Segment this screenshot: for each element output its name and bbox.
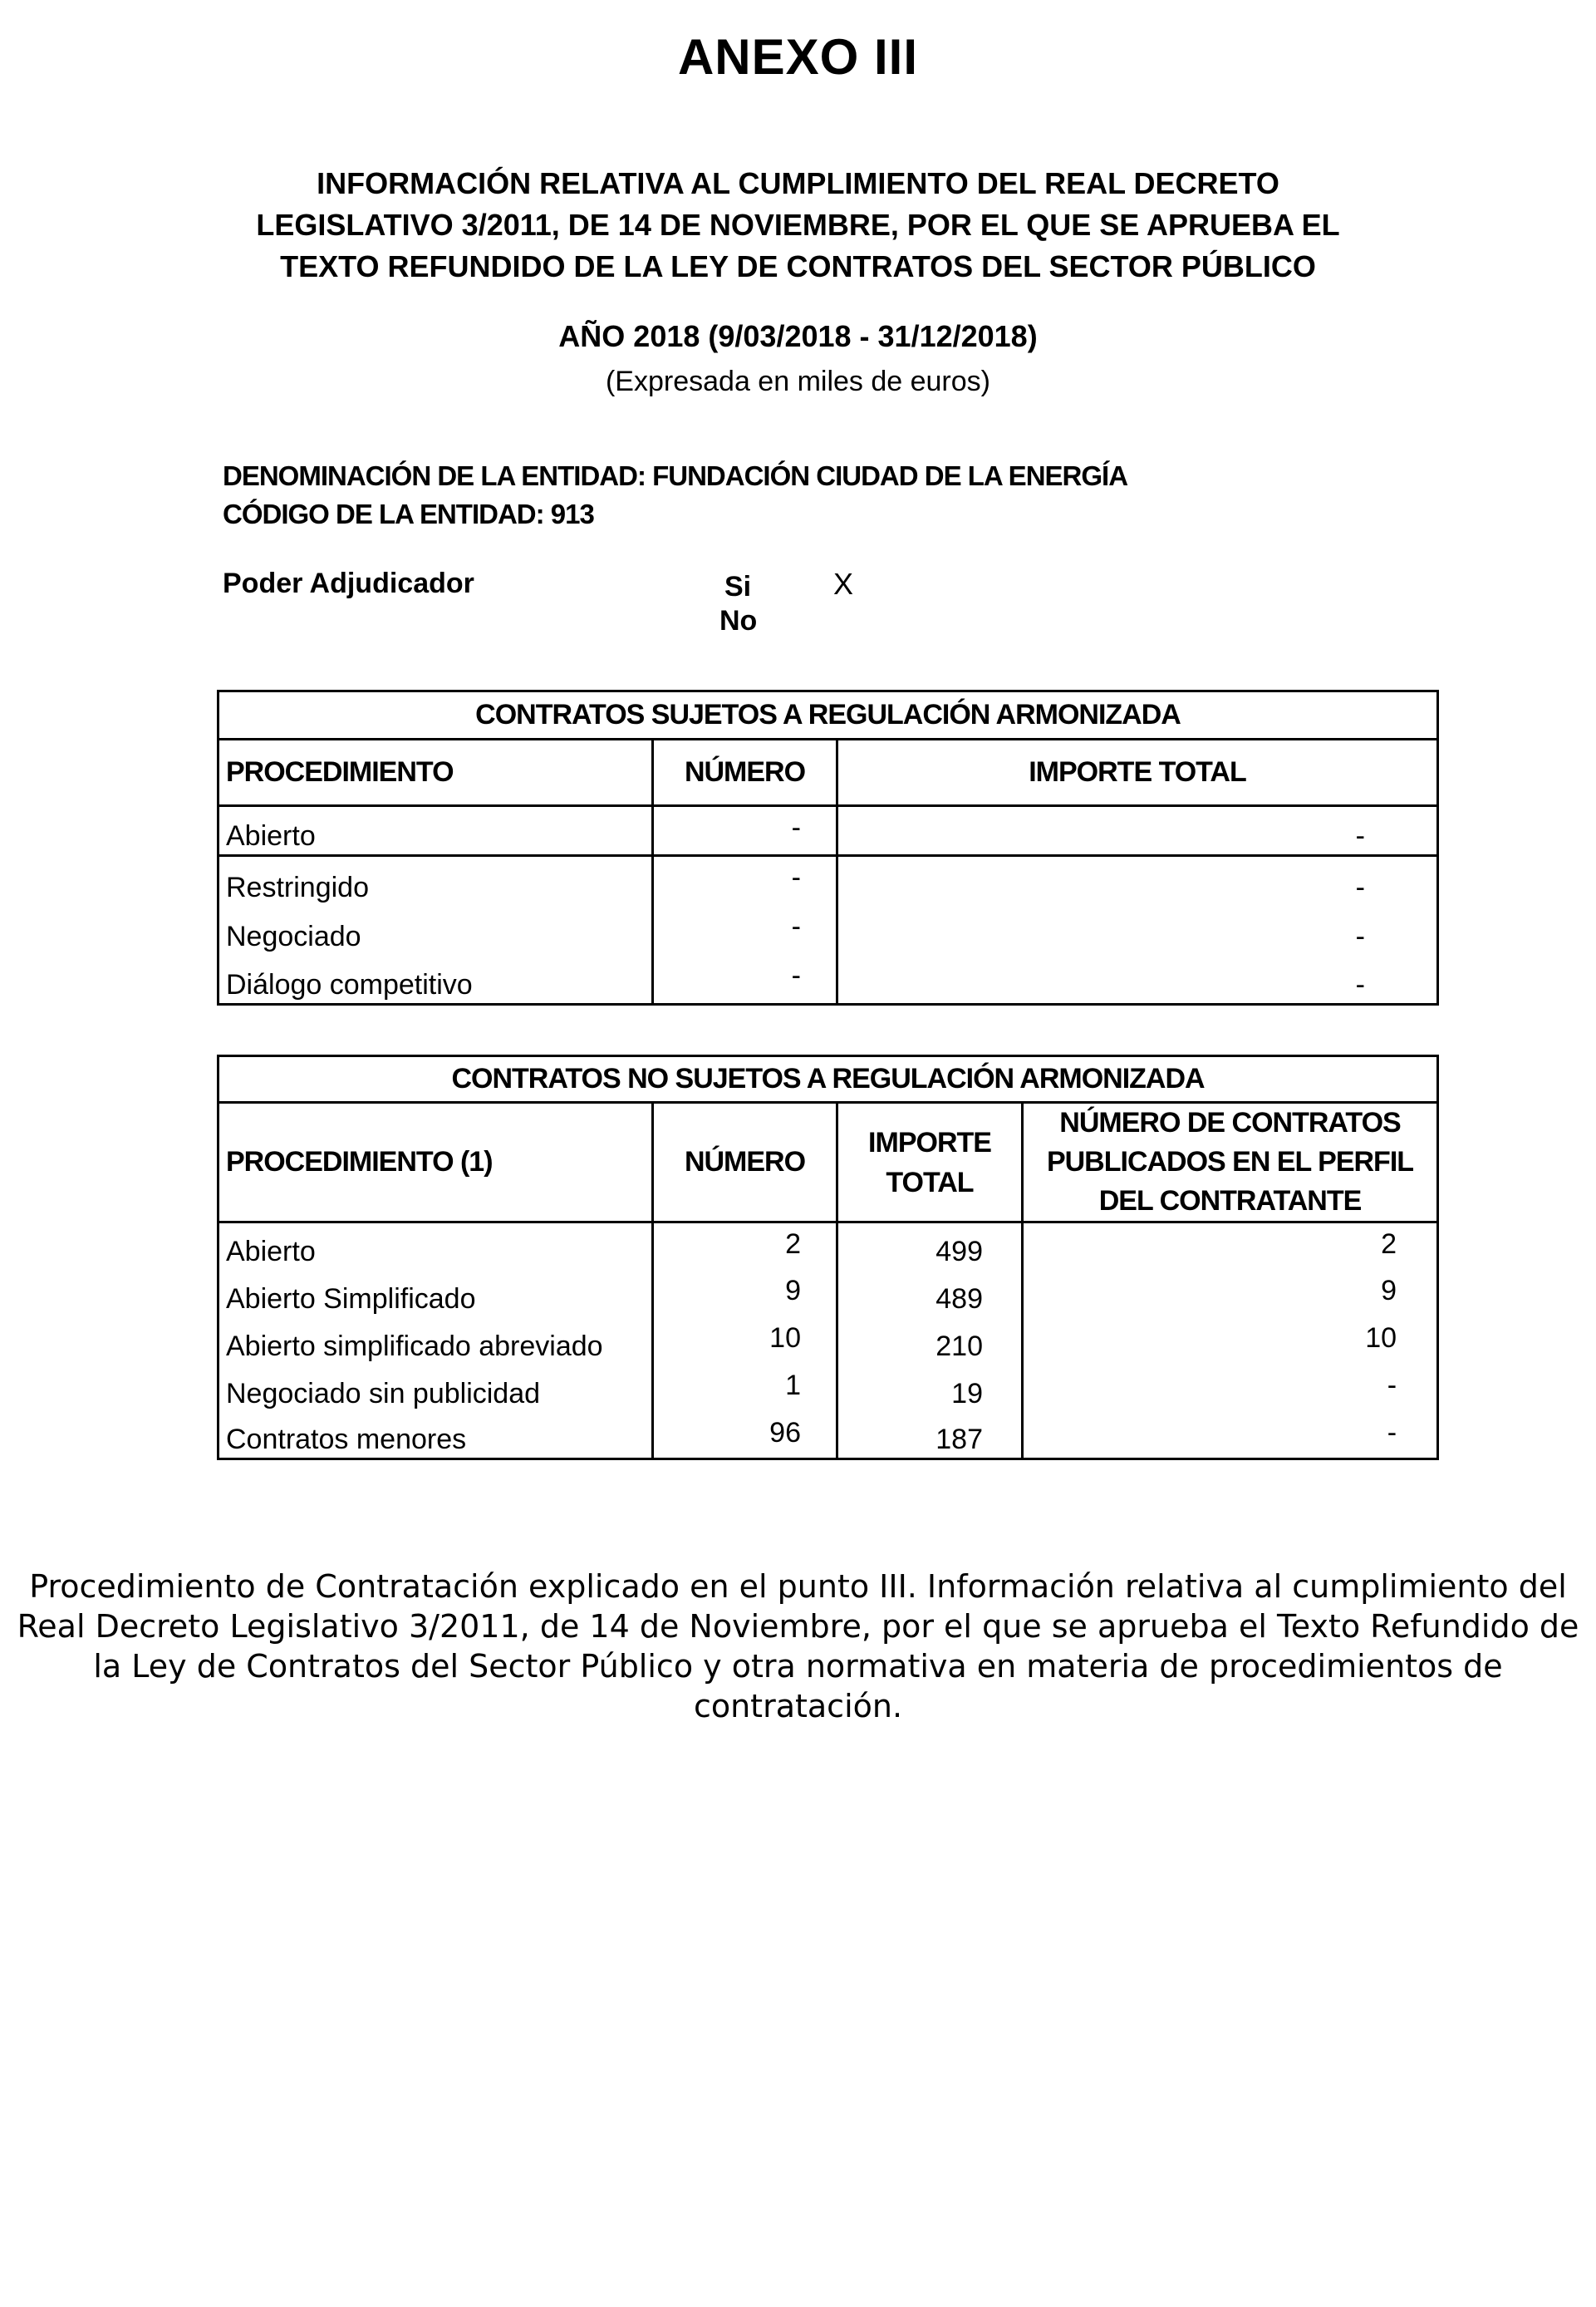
table-row [219, 1270, 1438, 1317]
footer-line: contratación. [693, 1688, 903, 1724]
table-row [219, 1317, 1438, 1365]
procedure-cell: Abierto [219, 1222, 653, 1270]
procedure-cell: Negociado sin publicidad [219, 1365, 653, 1412]
header-line: DEL CONTRATANTE [1098, 1185, 1362, 1217]
amount-cell: 499 [837, 1222, 1023, 1270]
heading-line: INFORMACIÓN RELATIVA AL CUMPLIMIENTO DEL REAL DECRETO [317, 166, 1279, 200]
number-cell: - [653, 955, 837, 1005]
table-row [219, 906, 1438, 955]
header-line: TOTAL [886, 1166, 974, 1198]
published-cell: 9 [1023, 1270, 1438, 1317]
table-row [219, 856, 1438, 906]
number-cell: 1 [653, 1365, 837, 1412]
procedure-cell: Restringido [219, 856, 653, 906]
footer-line: Real Decreto Legislativo 3/2011, de 14 de Noviembre, por el que se aprueba el Texto Refundido de [17, 1608, 1579, 1645]
table-row [219, 806, 1438, 856]
table-row [219, 1365, 1438, 1412]
number-cell: 2 [653, 1222, 837, 1270]
number-cell: - [653, 806, 837, 856]
entity-code: CÓDIGO DE LA ENTIDAD: 913 [223, 499, 594, 529]
procedure-cell: Abierto Simplificado [219, 1270, 653, 1317]
column-header: NÚMERO [653, 1103, 837, 1222]
amount-cell: - [837, 906, 1438, 955]
period-label: AÑO 2018 (9/03/2018 - 31/12/2018) [558, 319, 1038, 353]
poder-adjudicador-label: Poder Adjudicador [223, 568, 474, 599]
published-cell: - [1023, 1365, 1438, 1412]
entity-name: DENOMINACIÓN DE LA ENTIDAD: FUNDACIÓN CIUDAD DE LA ENERGÍA [223, 460, 1128, 491]
column-header: IMPORTE TOTAL [837, 740, 1438, 806]
amount-cell: - [837, 955, 1438, 1005]
table-row [219, 1222, 1438, 1270]
table-no-armonizada [217, 1055, 1439, 1460]
procedure-cell: Abierto simplificado abreviado [219, 1317, 653, 1365]
header-line: IMPORTE [868, 1126, 991, 1158]
units-label: (Expresada en miles de euros) [605, 366, 990, 397]
heading-line: LEGISLATIVO 3/2011, DE 14 DE NOVIEMBRE, POR EL QUE SE APRUEBA EL [256, 208, 1340, 242]
footer-note [0, 1567, 1596, 1726]
table-row [219, 1412, 1438, 1459]
number-cell: 9 [653, 1270, 837, 1317]
number-cell: 96 [653, 1412, 837, 1459]
table-row [219, 955, 1438, 1005]
header-line: PUBLICADOS EN EL PERFIL [1046, 1146, 1414, 1178]
column-header: PROCEDIMIENTO [219, 740, 653, 806]
amount-cell: 187 [837, 1412, 1023, 1459]
table-caption: CONTRATOS NO SUJETOS A REGULACIÓN ARMONIZADA [219, 1056, 1438, 1103]
amount-cell: 19 [837, 1365, 1023, 1412]
heading-line: TEXTO REFUNDIDO DE LA LEY DE CONTRATOS DEL SECTOR PÚBLICO [280, 249, 1316, 283]
column-header: PROCEDIMIENTO (1) [219, 1103, 653, 1222]
amount-cell: 210 [837, 1317, 1023, 1365]
column-header: NÚMERO [653, 740, 837, 806]
procedure-cell: Diálogo competitivo [219, 955, 653, 1005]
table-caption: CONTRATOS SUJETOS A REGULACIÓN ARMONIZADA [219, 691, 1438, 740]
table-armonizada [217, 690, 1439, 1006]
no-option-label: No [719, 605, 758, 637]
published-cell: 2 [1023, 1222, 1438, 1270]
document-heading [0, 163, 1596, 288]
procedure-cell: Negociado [219, 906, 653, 955]
number-cell: - [653, 906, 837, 955]
footer-line: Procedimiento de Contratación explicado en el punto III. Información relativa al cumplimiento del [29, 1568, 1567, 1605]
number-cell: - [653, 856, 837, 906]
procedure-cell: Abierto [219, 806, 653, 856]
column-header-publicados [1023, 1103, 1438, 1222]
amount-cell: 489 [837, 1270, 1023, 1317]
amount-cell: - [837, 856, 1438, 906]
published-cell: - [1023, 1412, 1438, 1459]
number-cell: 10 [653, 1317, 837, 1365]
header-line: NÚMERO DE CONTRATOS [1059, 1107, 1401, 1139]
footer-line: la Ley de Contratos del Sector Público y otra normativa en materia de procedimientos de [93, 1648, 1503, 1685]
page-title: ANEXO III [677, 29, 919, 85]
column-header-importe [837, 1103, 1023, 1222]
published-cell: 10 [1023, 1317, 1438, 1365]
si-check-mark: X [833, 567, 854, 601]
amount-cell: - [837, 806, 1438, 856]
si-option-label: Si [724, 571, 752, 603]
procedure-cell: Contratos menores [219, 1412, 653, 1459]
